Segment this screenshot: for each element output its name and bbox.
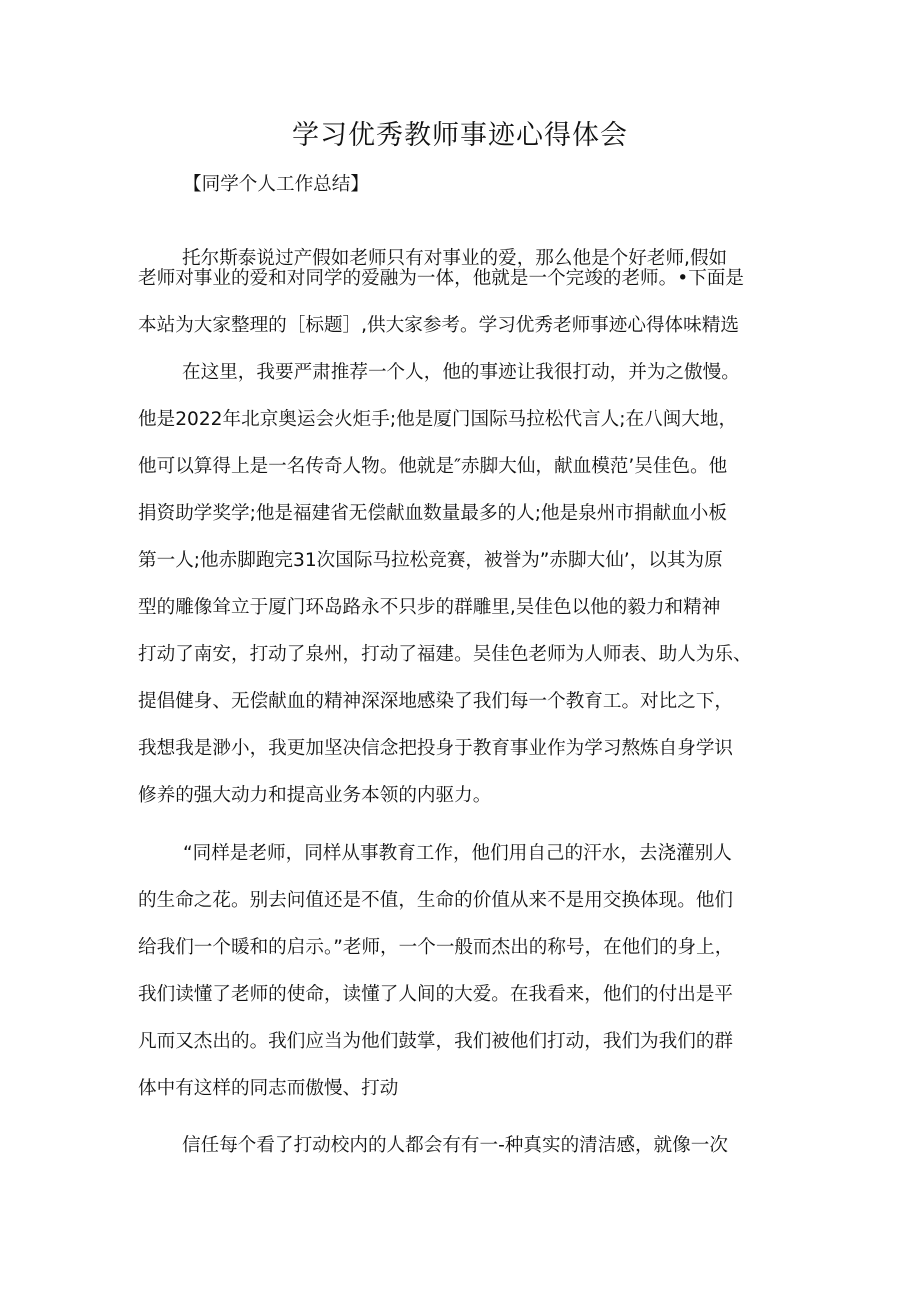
paragraph-line: 给我们一个暖和的启示。”老师，一个一般而杰出的称号，在他们的身上， — [138, 937, 734, 958]
paragraph-line: “同样是老师，同样从事教育工作，他们用自己的汗水，去浇灌别人 — [183, 843, 732, 864]
paragraph-line: 我想我是渺小，我更加坚决信念把投身于教育事业作为学习熬炼自身学识 — [138, 738, 734, 759]
paragraph-line: 的生命之花。别去问值还是不值，生命的价值从来不是用交换体现。他们 — [138, 890, 734, 911]
paragraph-line: 托尔斯泰说过产假如老师只有对事业的爱，那么他是个好老师,假如 — [182, 248, 728, 269]
document-title: 学习优秀教师事迹心得体会 — [292, 120, 628, 151]
document-subtitle: 【同学个人工作总结】 — [183, 174, 369, 195]
paragraph-line: 他是2022年北京奥运会火炬手;他是厦门国际马拉松代言人;在八闽大地， — [138, 409, 738, 430]
paragraph-line: 修养的强大动力和提高业务本领的内驱力。 — [138, 785, 492, 806]
paragraph-line: 我们读懂了老师的使命，读懂了人间的大爱。在我看来，他们的付出是平 — [138, 984, 734, 1005]
paragraph-line: 信任每个看了打动校内的人都会有有一-种真实的清洁感，就像一次 — [182, 1135, 728, 1156]
paragraph-line: 打动了南安，打动了泉州，打动了福建。吴佳色老师为人师表、助人为乐、 — [138, 644, 752, 665]
paragraph-line: 老师对事业的爱和对同学的爱融为一体，他就是一个完竣的老师。•下面是 — [138, 268, 744, 289]
paragraph-line: 第一人;他赤脚跑完31次国际马拉松竞赛，被誉为”赤脚大仙’，以其为原 — [138, 550, 723, 571]
paragraph-line: 凡而又杰出的。我们应当为他们鼓掌，我们被他们打动，我们为我们的群 — [138, 1031, 734, 1052]
paragraph-line: 本站为大家整理的［标题］,供大家参考。学习优秀老师事迹心得体味精选 — [138, 315, 739, 336]
paragraph-line: 在这里，我要严肃推荐一个人，他的事迹让我很打动，并为之傲慢。 — [182, 362, 740, 383]
paragraph-line: 提倡健身、无偿献血的精神深深地感染了我们每一个教育工。对比之下， — [138, 691, 734, 712]
paragraph-line: 体中有这样的同志而傲慢、打动 — [138, 1078, 399, 1099]
paragraph-line: 他可以算得上是一名传奇人物。他就是″赤脚大仙，献血模范’吴佳色。他 — [138, 456, 728, 477]
paragraph-line: 捐资助学奖学;他是福建省无偿献血数量最多的人;他是泉州市捐献血小板 — [138, 503, 727, 524]
paragraph-line: 型的雕像耸立于厦门环岛路永不只步的群雕里,吴佳色以他的毅力和精神 — [138, 597, 721, 618]
